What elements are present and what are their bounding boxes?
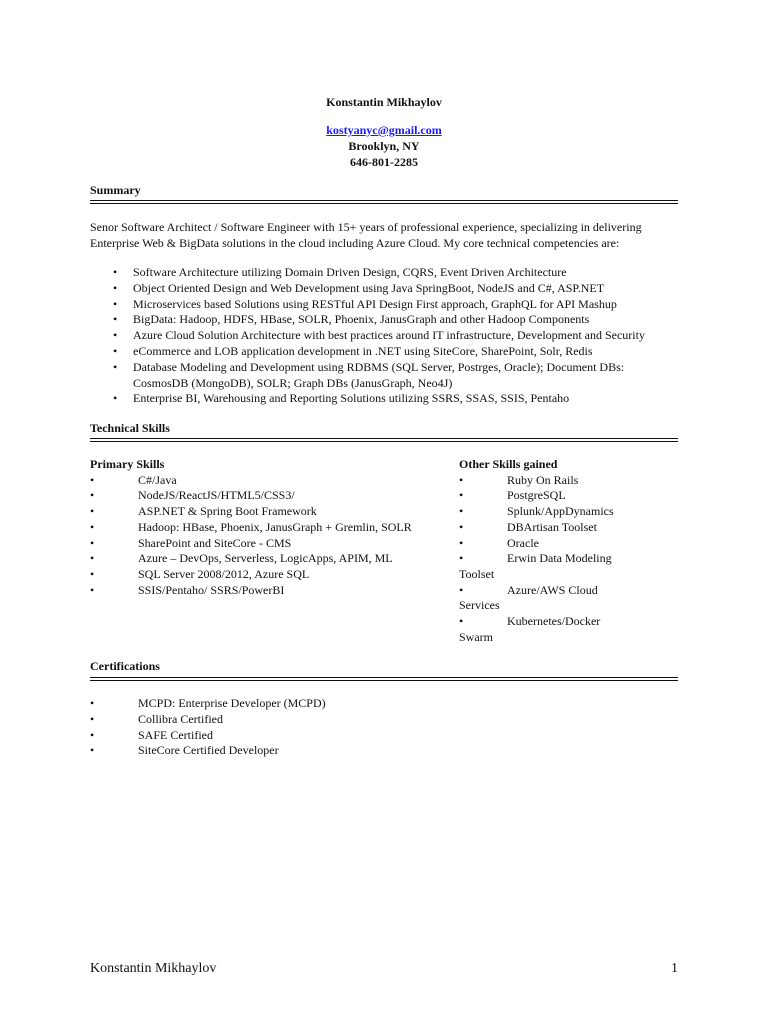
- certification-text: SAFE Certified: [138, 727, 213, 742]
- bullet-icon: •: [113, 328, 118, 343]
- list-item-text: Database Modeling and Development using RDBMS (SQL Server, Postrges, Oracle); Document DBs: CosmosDB (MongoDB), SOLR; Graph DBs (JanusGraph, Neo4J): [133, 359, 625, 390]
- bullet-icon: •: [90, 488, 95, 503]
- list-item: [90, 391, 680, 407]
- list-item: [90, 520, 450, 536]
- list-item-text: Microservices based Solutions using RESTful API Design First approach, GraphQL for API Mashup: [133, 296, 617, 311]
- bullet-icon: •: [90, 696, 95, 710]
- skill-text-continued: Toolset: [459, 566, 495, 581]
- summary-paragraph: Senor Software Architect / Software Engineer with 15+ years of professional experience, specializing in delivering Enterprise Web & BigData solutions in the cloud including Azure Cloud. My core technical competencies are:: [90, 220, 642, 250]
- bullet-icon: •: [90, 535, 95, 550]
- bullet-icon: •: [459, 472, 464, 487]
- skill-text: DBArtisan Toolset: [507, 519, 597, 534]
- skill-text: Kubernetes/Docker: [507, 614, 601, 629]
- certification-text: MCPD: Enterprise Developer (MCPD): [138, 696, 326, 710]
- bullet-icon: •: [90, 504, 95, 519]
- bullet-icon: •: [459, 551, 464, 566]
- footer-name: Konstantin Mikhaylov: [90, 961, 217, 976]
- bullet-icon: •: [113, 265, 118, 279]
- skill-text: Hadoop: HBase, Phoenix, JanusGraph + Gremlin, SOLR: [138, 519, 412, 534]
- list-item: [90, 696, 326, 712]
- list-item-text: eCommerce and LOB application development in .NET using SiteCore, SharePoint, Solr, Redis: [133, 343, 593, 358]
- bullet-icon: •: [90, 519, 95, 534]
- page-number: 1: [671, 961, 678, 976]
- certification-list: [90, 696, 326, 759]
- list-item: [459, 551, 669, 582]
- candidate-name: Konstantin Mikhaylov: [326, 95, 442, 109]
- skill-text: Oracle: [507, 535, 539, 550]
- list-item: [90, 567, 450, 583]
- list-item: [90, 583, 450, 599]
- list-item-text: Azure Cloud Solution Architecture with best practices around IT infrastructure, Development and Security: [133, 328, 645, 343]
- certification-text: SiteCore Certified Developer: [138, 743, 279, 758]
- skill-text: Azure/AWS Cloud: [507, 582, 598, 597]
- list-item: [90, 344, 680, 360]
- skill-text-continued: Services: [459, 598, 500, 613]
- skill-text-line: [459, 614, 600, 630]
- skill-text: Erwin Data Modeling: [507, 551, 612, 566]
- bullet-icon: •: [459, 488, 464, 503]
- bullet-icon: •: [113, 312, 118, 327]
- summary-divider: [90, 200, 678, 204]
- list-item: [90, 728, 326, 744]
- bullet-icon: •: [113, 343, 118, 358]
- list-item-text: Enterprise BI, Warehousing and Reporting Solutions utilizing SSRS, SSAS, SSIS, Pentaho: [133, 391, 570, 406]
- list-item: [90, 536, 450, 552]
- list-item: [90, 712, 326, 728]
- bullet-icon: •: [459, 535, 464, 550]
- skill-text: C#/Java: [138, 472, 177, 487]
- list-item: [459, 536, 669, 552]
- summary-heading: Summary: [90, 183, 141, 197]
- other-skills-column: [459, 457, 669, 645]
- competency-list: [90, 265, 680, 407]
- other-skills-heading: Other Skills gained: [459, 457, 558, 471]
- list-item: [90, 488, 450, 504]
- bullet-icon: •: [90, 566, 95, 581]
- bullet-icon: •: [90, 711, 95, 726]
- list-item-text: BigData: Hadoop, HDFS, HBase, SOLR, Phoenix, JanusGraph and other Hadoop Components: [133, 312, 590, 327]
- bullet-icon: •: [113, 280, 118, 295]
- bullet-icon: •: [459, 519, 464, 534]
- bullet-icon: •: [459, 582, 464, 597]
- phone: 646-801-2285: [350, 155, 418, 169]
- list-item: [90, 473, 450, 489]
- list-item: [90, 328, 680, 344]
- primary-skills-heading: Primary Skills: [90, 457, 165, 471]
- email-line: [0, 122, 768, 138]
- bullet-icon: •: [459, 504, 464, 519]
- list-item: [459, 614, 669, 645]
- skill-text: SSIS/Pentaho/ SSRS/PowerBI: [138, 582, 285, 597]
- list-item: [90, 743, 326, 759]
- list-item: [90, 312, 680, 328]
- skill-text: Ruby On Rails: [507, 472, 579, 487]
- list-item: [90, 265, 680, 281]
- bullet-icon: •: [90, 582, 95, 597]
- list-item: [459, 488, 669, 504]
- bullet-icon: •: [90, 551, 95, 566]
- certifications-divider: [90, 677, 678, 681]
- technical-skills-heading: Technical Skills: [90, 421, 170, 435]
- list-item: [90, 551, 450, 567]
- bullet-icon: •: [90, 743, 95, 758]
- skill-text-line: [459, 551, 612, 567]
- bullet-icon: •: [113, 391, 118, 406]
- bullet-icon: •: [113, 296, 118, 311]
- skill-text: ASP.NET & Spring Boot Framework: [138, 504, 317, 519]
- skill-text: PostgreSQL: [507, 488, 566, 503]
- skill-text: SQL Server 2008/2012, Azure SQL: [138, 566, 310, 581]
- skill-text-continued: Swarm: [459, 629, 493, 644]
- skill-text-line: [459, 583, 598, 599]
- skill-text: NodeJS/ReactJS/HTML5/CSS3/: [138, 488, 295, 503]
- list-item: [90, 504, 450, 520]
- list-item: [90, 281, 680, 297]
- list-item: [459, 473, 669, 489]
- bullet-icon: •: [113, 359, 118, 374]
- primary-skills-column: [90, 457, 450, 598]
- technical-skills-divider: [90, 438, 678, 442]
- skill-text: Azure – DevOps, Serverless, LogicApps, APIM, ML: [138, 551, 393, 566]
- skill-text: SharePoint and SiteCore - CMS: [138, 535, 292, 550]
- contact-header: [0, 94, 768, 170]
- email-link[interactable]: kostyanyc@gmail.com: [326, 123, 442, 137]
- list-item: [459, 583, 669, 614]
- list-item-text: Software Architecture utilizing Domain Driven Design, CQRS, Event Driven Architecture: [133, 265, 567, 279]
- bullet-icon: •: [459, 614, 464, 629]
- list-item-text: Object Oriented Design and Web Development using Java SpringBoot, NodeJS and C#, ASP.NET: [133, 280, 605, 295]
- list-item: [90, 297, 680, 313]
- certification-text: Collibra Certified: [138, 711, 223, 726]
- certifications-heading: Certifications: [90, 659, 160, 673]
- skill-text: Splunk/AppDynamics: [507, 504, 614, 519]
- list-item: [90, 360, 680, 392]
- bullet-icon: •: [90, 727, 95, 742]
- list-item: [459, 520, 669, 536]
- location: Brooklyn, NY: [348, 139, 420, 153]
- list-item: [459, 504, 669, 520]
- bullet-icon: •: [90, 472, 95, 487]
